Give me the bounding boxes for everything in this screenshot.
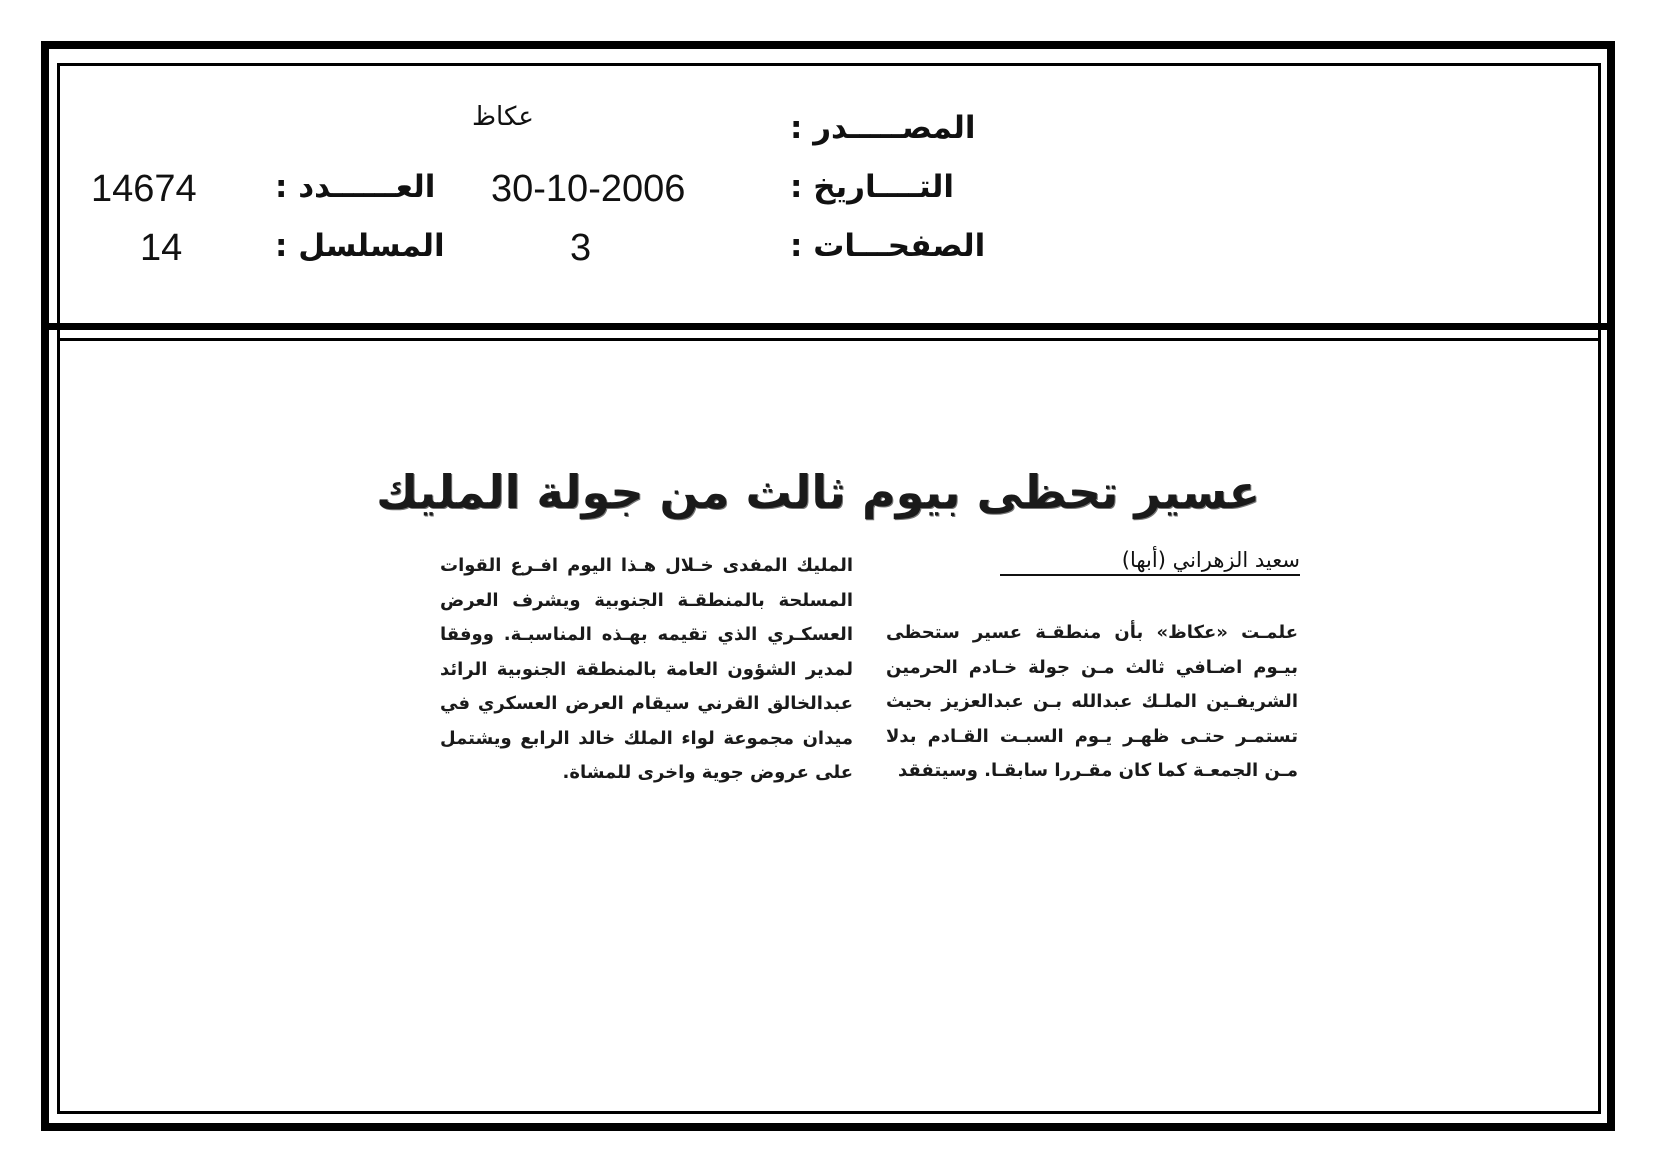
date-label: التــــاريخ :	[790, 169, 954, 205]
issue-label: العــــــدد :	[275, 169, 436, 205]
article-column-right: علمـت «عكاظ» بأن منطقـة عسير ستحظى بيـوم اضـافي ثالث مـن جولة خـادم الحرمين الشريفـين الملـك عبدالله بـن عبدالعزيز بحيث تستمـر حتـى ظهـر يـوم السبـت القـادم بدلا مـن الجمعـة كما كان مقـررا سابقـا. وسيتفقد	[886, 622, 1298, 781]
pages-value: 3	[570, 227, 592, 269]
article-column-left: المليك المفدى خـلال هـذا اليوم افـرع القوات المسلحة بالمنطقـة الجنوبية ويشرف العرض العسكـري الذي تقيمه بهـذه المناسبـة. ووفقا لمدير الشؤون العامة بالمنطقة الجنوبية الرائد عبدالخالق القرني سيقام العرض العسكري في ميدان مجموعة لواء الملك خالد الرابع ويشتمل على عروض جوية واخرى للمشاة.	[440, 555, 853, 783]
article-headline: عسير تحظى بيوم ثالث من جولة المليك	[376, 465, 1260, 519]
issue-value: 14674	[91, 168, 197, 210]
header-divider-inner	[57, 338, 1601, 341]
pages-label: الصفحـــات :	[790, 228, 986, 264]
header-divider	[41, 323, 1615, 330]
serial-label: المسلسل :	[275, 228, 445, 264]
date-value: 30-10-2006	[491, 168, 686, 210]
source-label: المصـــــدر :	[790, 110, 976, 146]
article-byline: سعيد الزهراني (أبها)	[1000, 548, 1300, 576]
serial-value: 14	[140, 227, 183, 269]
source-value: عكاظ	[472, 102, 534, 132]
